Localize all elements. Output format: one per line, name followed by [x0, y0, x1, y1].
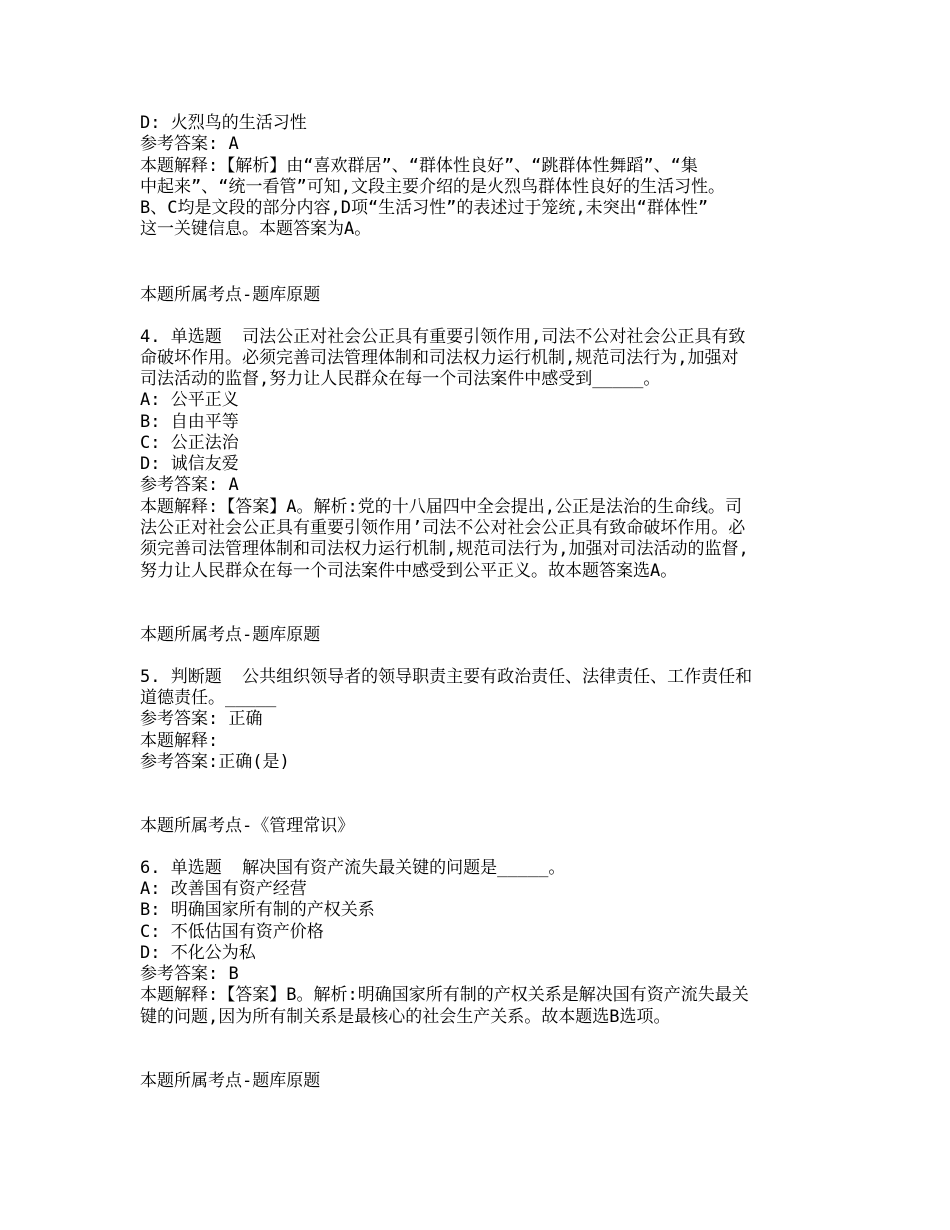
q4-option-d: D: 诚信友爱	[140, 454, 239, 474]
q4-topic: 本题所属考点-题库原题	[140, 625, 321, 645]
q4-answer: 参考答案: A	[140, 475, 239, 495]
q4-option-b: B: 自由平等	[140, 412, 239, 432]
q5-stem-line-2: 道德责任。_____	[140, 688, 277, 708]
q3-topic: 本题所属考点-题库原题	[140, 285, 321, 305]
q3-answer: 参考答案: A	[140, 134, 239, 154]
q4-option-c: C: 公正法治	[140, 433, 239, 453]
q4-explanation-line-2: 法公正对社会公正具有重要引领作用’司法不公对社会公正具有致命破坏作用。必	[140, 518, 746, 538]
q4-option-a: A: 公平正义	[140, 390, 239, 410]
q5-answer: 参考答案: 正确	[140, 709, 263, 729]
q6-option-b: B: 明确国家所有制的产权关系	[140, 900, 375, 920]
q4-stem-line-1: 4. 单选题 司法公正对社会公正具有重要引领作用,司法不公对社会公正具有致	[140, 327, 746, 347]
q6-explanation-line-2: 键的问题,因为所有制关系是最核心的社会生产关系。故本题选B选项。	[140, 1007, 671, 1027]
q5-answer-detail: 参考答案:正确(是)	[140, 752, 290, 772]
q4-stem-line-3: 司法活动的监督,努力让人民群众在每一个司法案件中感受到_____。	[140, 369, 661, 389]
q3-explanation-line-3: B、C均是文段的部分内容,D项“生活习性”的表述过于笼统,未突出“群体性”	[140, 198, 709, 218]
q6-stem: 6. 单选题 解决国有资产流失最关键的问题是_____。	[140, 858, 566, 878]
q6-option-a: A: 改善国有资产经营	[140, 879, 307, 899]
q6-explanation-line-1: 本题解释:【答案】B。解析:明确国家所有制的产权关系是解决国有资产流失最关	[140, 985, 749, 1005]
q4-stem-line-2: 命破坏作用。必须完善司法管理体制和司法权力运行机制,规范司法行为,加强对	[140, 348, 739, 368]
q3-explanation-line-4: 这一关键信息。本题答案为A。	[140, 219, 372, 239]
q3-option-d: D: 火烈鸟的生活习性	[140, 113, 307, 133]
q6-option-c: C: 不低估国有资产价格	[140, 922, 324, 942]
q4-explanation-line-1: 本题解释:【答案】A。解析:党的十八届四中全会提出,公正是法治的生命线。司	[140, 497, 742, 517]
q5-topic: 本题所属考点-《管理常识》	[140, 816, 355, 836]
q4-explanation-line-4: 努力让人民群众在每一个司法案件中感受到公平正义。故本题答案选A。	[140, 561, 678, 581]
q6-answer: 参考答案: B	[140, 964, 239, 984]
q4-explanation-line-3: 须完善司法管理体制和司法权力运行机制,规范司法行为,加强对司法活动的监督,	[140, 539, 749, 559]
q5-stem-line-1: 5. 判断题 公共组织领导者的领导职责主要有政治责任、法律责任、工作责任和	[140, 667, 753, 687]
q3-explanation-line-1: 本题解释:【解析】由“喜欢群居”、“群体性良好”、“跳群体性舞蹈”、“集	[140, 156, 698, 176]
q3-explanation-line-2: 中起来”、“统一看管”可知,文段主要介绍的是火烈鸟群体性良好的生活习性。	[140, 177, 725, 197]
q6-topic: 本题所属考点-题库原题	[140, 1071, 321, 1091]
q6-option-d: D: 不化公为私	[140, 943, 256, 963]
q5-explanation: 本题解释:	[140, 731, 219, 751]
